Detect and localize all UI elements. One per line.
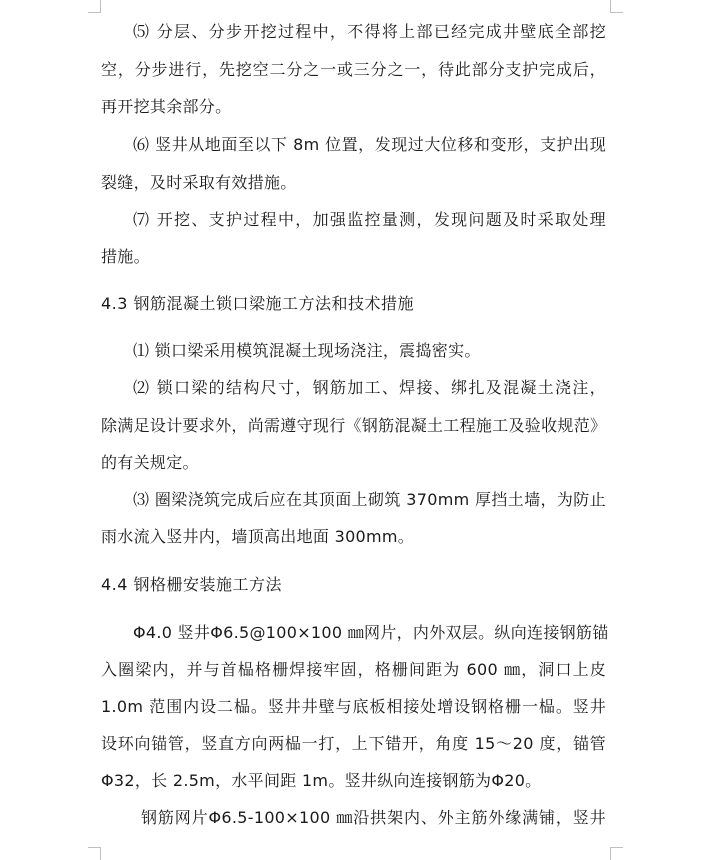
section-heading-4-3: 4.3 钢筋混凝土锁口梁施工方法和技术措施 <box>101 294 415 313</box>
item-3-line-1: ⑶ 圈梁浇筑完成后应在其顶面上砌筑 370mm 厚挡土墙，为防止 <box>133 490 606 509</box>
grid-paragraph-line-5: Φ32，长 2.5m，水平间距 1m。竖井纵向连接钢筋为Φ20。 <box>101 771 542 790</box>
grid-paragraph-line-4: 设环向锚管，竖直方向两榀一打，上下错开，角度 15～20 度，锚管 <box>101 734 606 753</box>
item-3-line-2: 雨水流入竖井内，墙顶高出地面 300mm。 <box>101 527 415 546</box>
paragraph-5-line-3: 再开挖其余部分。 <box>101 97 232 116</box>
grid-paragraph-line-2: 入圈梁内，并与首榀格栅焊接牢固，格栅间距为 600 ㎜，洞口上皮 <box>101 660 606 679</box>
item-2-line-3: 的有关规定。 <box>101 453 199 472</box>
paragraph-6-line-2: 裂缝，及时采取有效措施。 <box>101 173 297 192</box>
paragraph-5-line-1: ⑸ 分层、分步开挖过程中，不得将上部已经完成井壁底全部挖 <box>133 22 606 41</box>
corner-mark-bottom-left <box>88 847 101 860</box>
corner-mark-top-right <box>610 0 623 13</box>
paragraph-7-line-1: ⑺ 开挖、支护过程中，加强监控量测，发现问题及时采取处理 <box>133 210 606 229</box>
grid-paragraph-line-1: Φ4.0 竖井Φ6.5@100×100 ㎜网片，内外双层。纵向连接钢筋锚 <box>133 623 609 642</box>
corner-mark-top-left <box>88 0 101 13</box>
paragraph-7-line-2: 措施。 <box>101 247 150 266</box>
section-heading-4-4: 4.4 钢格栅安装施工方法 <box>101 575 283 594</box>
item-2-line-2: 除满足设计要求外，尚需遵守现行《钢筋混凝土工程施工及验收规范》 <box>101 416 607 435</box>
paragraph-6-line-1: ⑹ 竖井从地面至以下 8m 位置，发现过大位移和变形，支护出现 <box>133 135 606 154</box>
item-2-line-1: ⑵ 锁口梁的结构尺寸，钢筋加工、焊接、绑扎及混凝土浇注， <box>133 378 606 397</box>
corner-mark-bottom-right <box>610 847 623 860</box>
grid-paragraph-line-3: 1.0m 范围内设二榀。竖井井壁与底板相接处增设钢格栅一榀。竖井 <box>101 697 606 716</box>
mesh-paragraph-line-1: 钢筋网片Φ6.5-100×100 ㎜沿拱架内、外主筋外缘满铺，竖井 <box>141 808 606 827</box>
item-1-line-1: ⑴ 锁口梁采用模筑混凝土现场浇注，震捣密实。 <box>133 341 481 360</box>
paragraph-5-line-2: 空，分步进行，先挖空二分之一或三分之一，待此部分支护完成后， <box>101 60 606 79</box>
